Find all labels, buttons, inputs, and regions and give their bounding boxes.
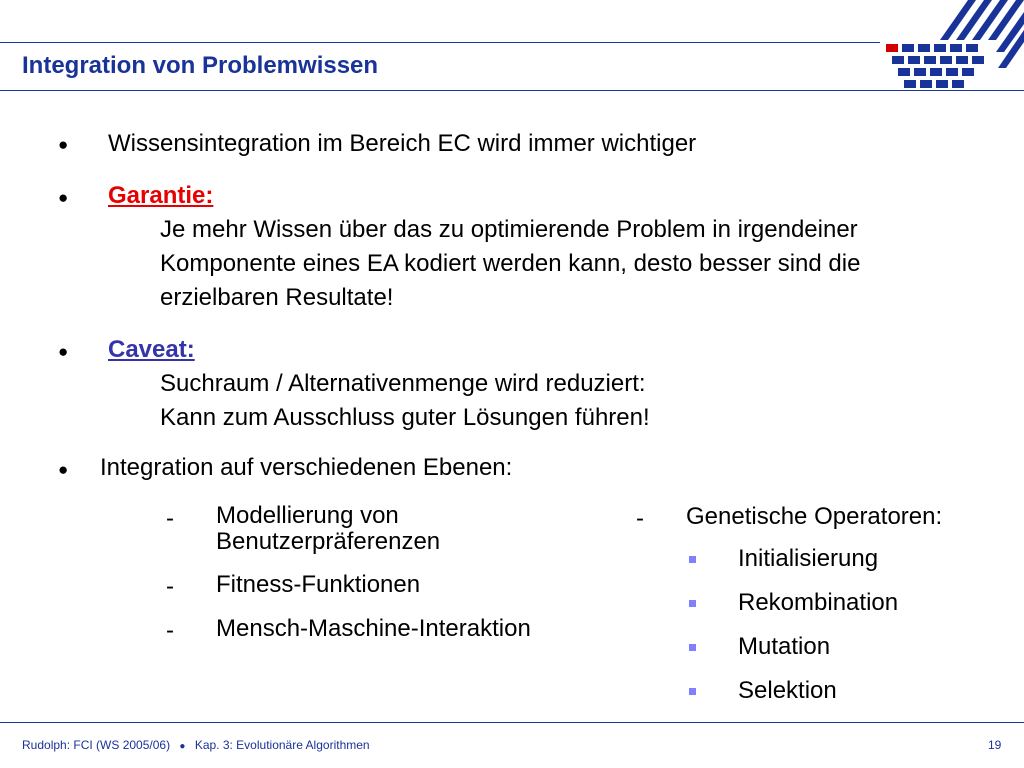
footer-rule	[0, 722, 1024, 723]
footer-left	[22, 738, 370, 752]
footer-separator-icon: ●	[179, 741, 186, 752]
garantie-line-1: Je mehr Wissen über das zu optimierende Problem in irgendeiner	[160, 216, 858, 243]
footer-chapter: Kap. 3: Evolutionäre Algorithmen	[194, 738, 370, 752]
dash-marker: -	[636, 505, 644, 532]
page-number: 19	[988, 738, 1002, 752]
caveat-label: Caveat:	[108, 336, 195, 363]
slide-title: Integration von Problemwissen	[22, 52, 379, 79]
header-bottom-rule	[0, 90, 1024, 91]
garantie-line-2: Komponente eines EA kodiert werden kann, desto besser sind die	[160, 250, 861, 277]
list-item-modellierung-2: Benutzerpräferenzen	[216, 528, 441, 555]
bullet-icon: ●	[58, 342, 69, 361]
list-heading-genetische-operatoren: Genetische Operatoren:	[686, 503, 943, 530]
header-top-rule	[0, 42, 880, 43]
university-logo-icon	[880, 0, 1024, 92]
garantie-line-3: erzielbaren Resultate!	[160, 284, 394, 311]
square-bullet-icon	[689, 644, 696, 651]
square-bullet-icon	[689, 600, 696, 607]
bullet-icon: ●	[58, 460, 69, 479]
bullet-text-wissensintegration: Wissensintegration im Bereich EC wird immer wichtiger	[108, 130, 697, 157]
bullet-icon: ●	[58, 135, 69, 154]
operator-rekombination: Rekombination	[738, 589, 899, 616]
square-bullet-icon	[689, 556, 696, 563]
bullet-icon: ●	[58, 188, 69, 207]
square-bullet-icon	[689, 688, 696, 695]
list-item-mensch-maschine: Mensch-Maschine-Interaktion	[216, 615, 531, 642]
dash-marker: -	[166, 573, 174, 600]
operator-selektion: Selektion	[738, 677, 837, 704]
caveat-line-2: Kann zum Ausschluss guter Lösungen führen!	[160, 404, 650, 431]
operator-mutation: Mutation	[738, 633, 831, 660]
operator-initialisierung: Initialisierung	[738, 545, 879, 572]
caveat-line-1: Suchraum / Alternativenmenge wird reduziert:	[160, 370, 646, 397]
dash-marker: -	[166, 617, 174, 644]
bullet-text-integration-ebenen: Integration auf verschiedenen Ebenen:	[100, 454, 513, 481]
list-item-fitness: Fitness-Funktionen	[216, 571, 421, 598]
garantie-label: Garantie:	[108, 182, 214, 209]
dash-marker: -	[166, 505, 174, 532]
list-item-modellierung-1: Modellierung von	[216, 502, 399, 529]
footer-author-course: Rudolph: FCI (WS 2005/06)	[22, 738, 171, 752]
